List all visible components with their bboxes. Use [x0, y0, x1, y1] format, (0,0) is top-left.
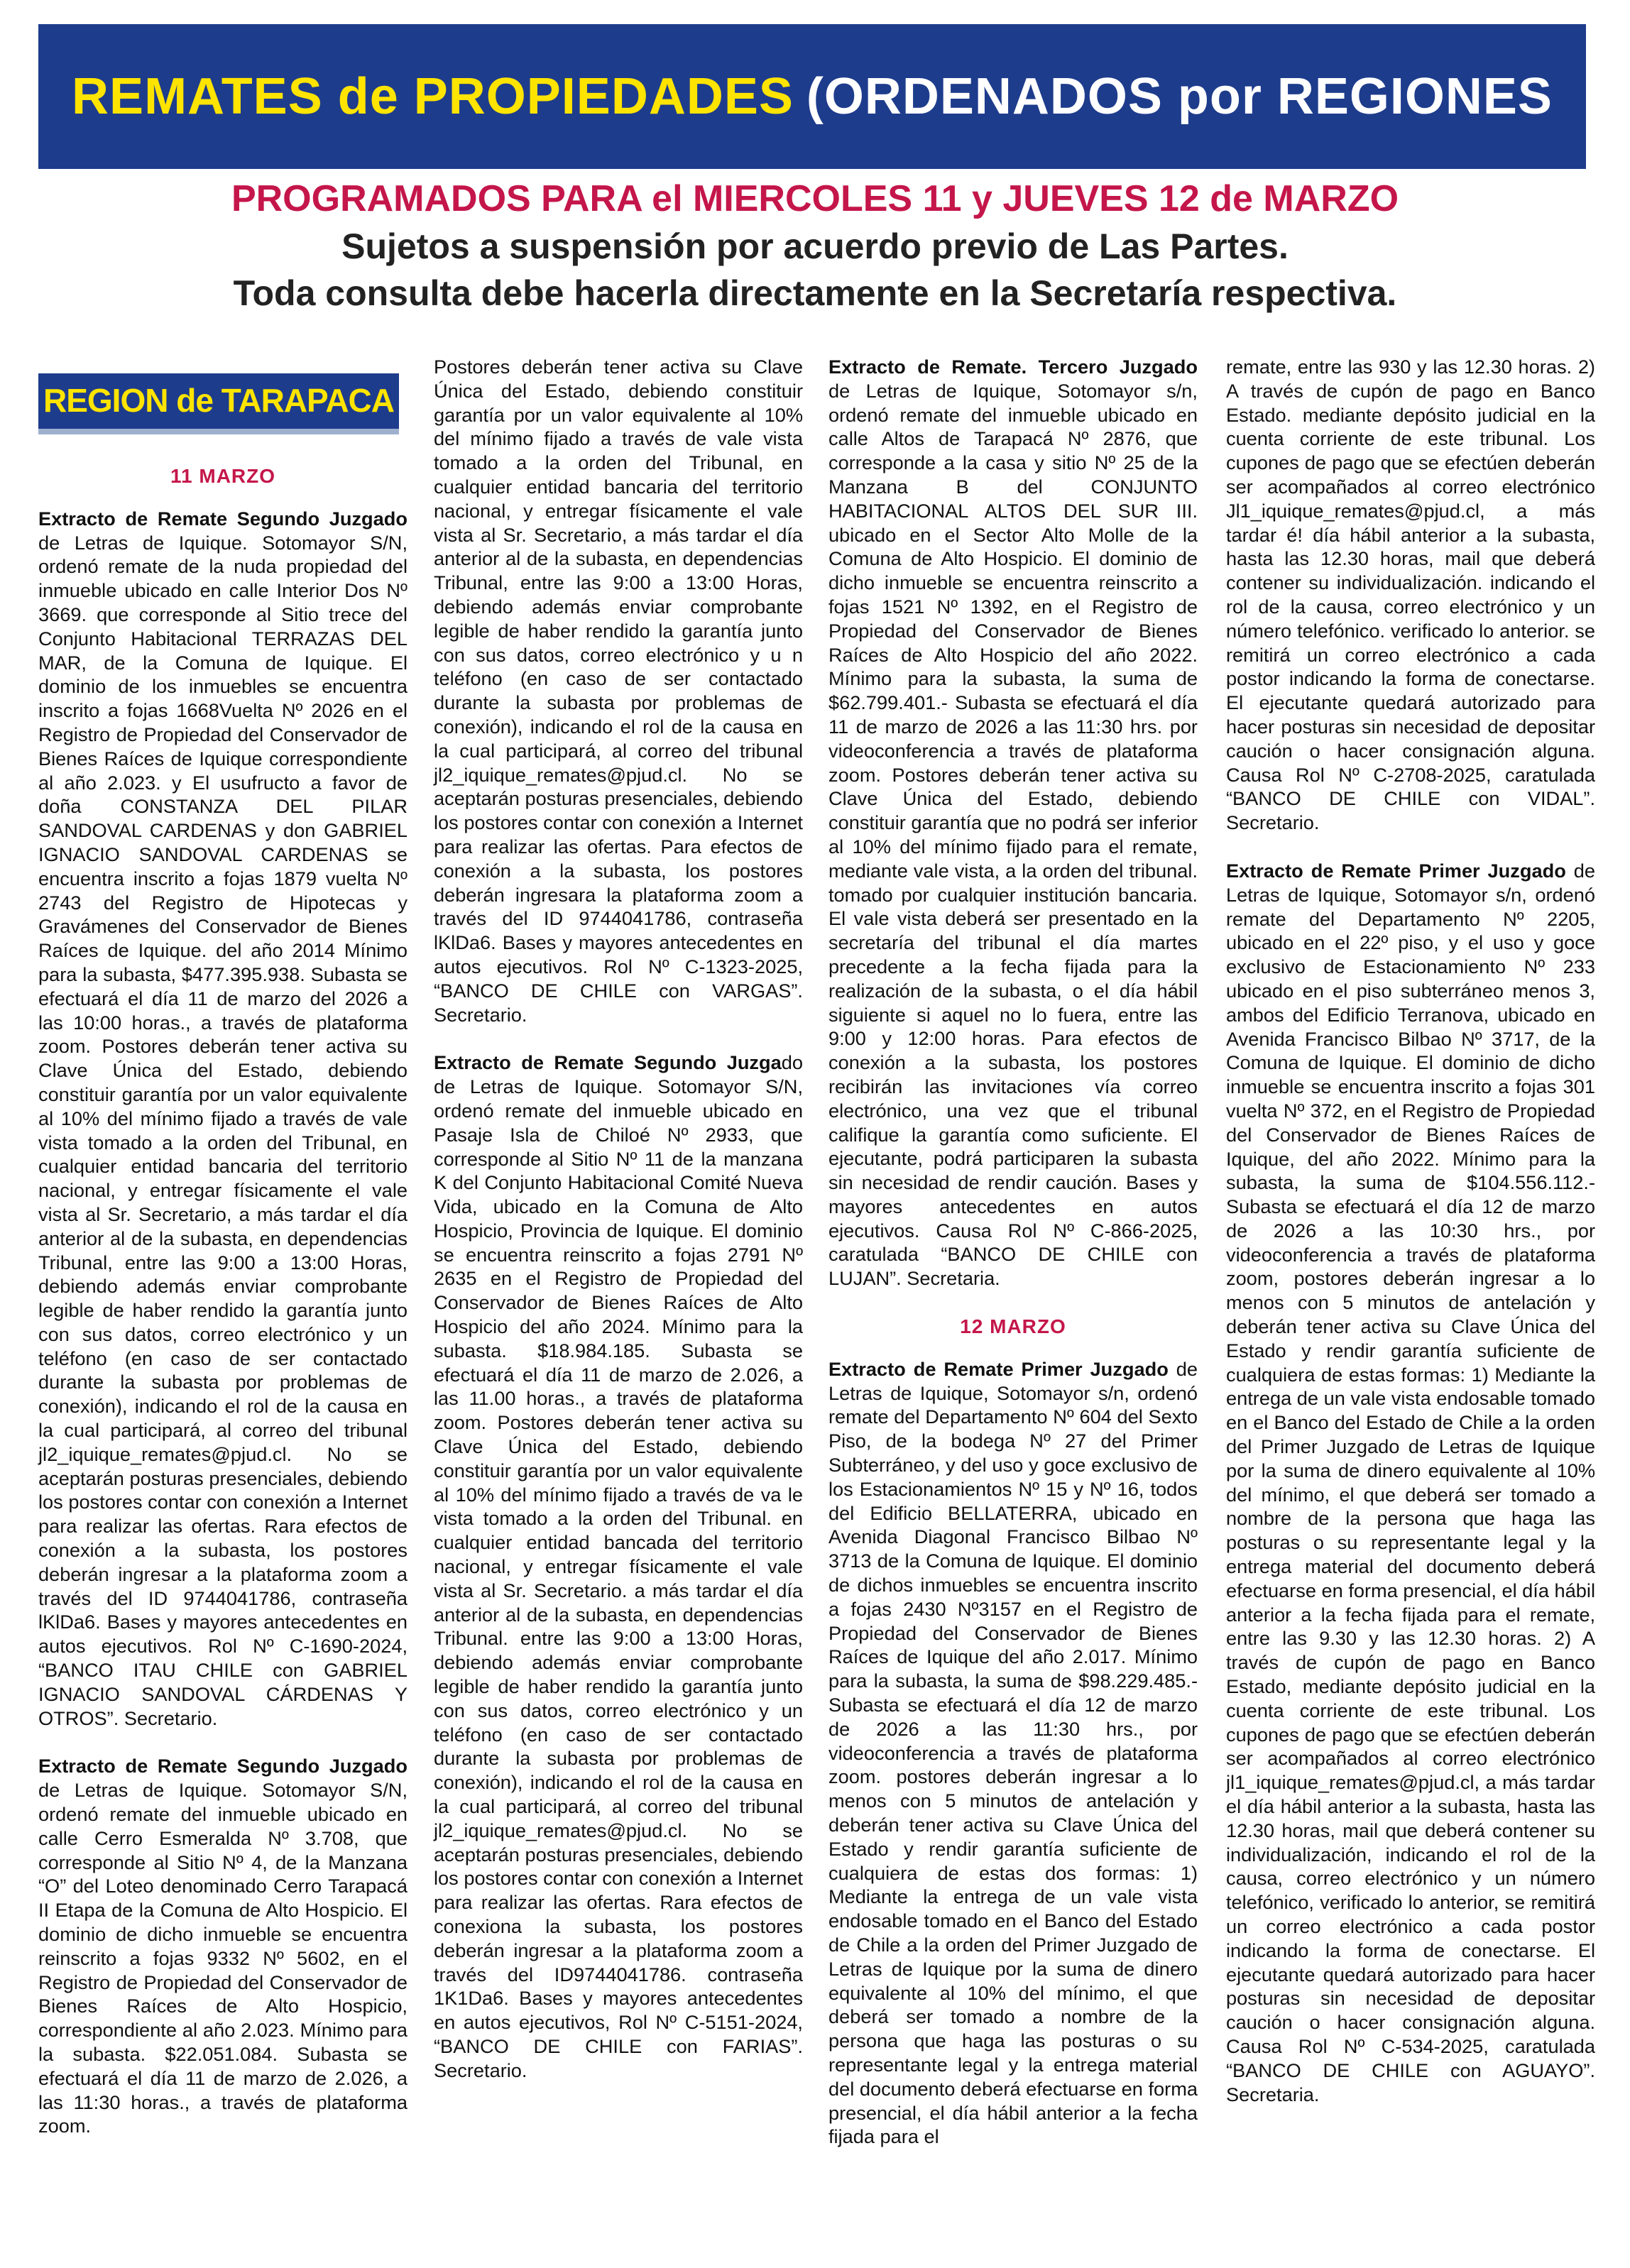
notice-lead: Extracto de Remate. Tercero Juzgado	[828, 356, 1198, 378]
title-main: REMATES de PROPIEDADES	[72, 68, 794, 125]
column-4	[1226, 355, 1595, 2243]
notice-continuation: Postores deberán tener activa su Clave Única del Estado, debiendo constituir garantía por un valor equivalente al 10% del mínimo fijado a través de vale vista tomado a la orden del Tribunal, en cualquier entidad bancaria del territorio nacional, y entregar físicamente el vale vista al Sr. Secretario, a más tardar el día anterior al de la subasta, en dependencias Tribunal, entre las 9:00 a 13:00 Horas, debiendo además enviar comprobante legible de haber rendido la garantía junto con sus datos, correo electrónico y u n teléfono (en caso de ser contactado durante la subasta por problemas de conexión), indicando el rol de la causa en la cual participará, al correo del tribunal jl2_iquique_remates@pjud.cl. No se aceptarán posturas presenciales, debiendo los postores contar con conexión a Internet para realizar las ofertas. Para efectos de conexión a la subasta, los postores deberán ingresara la plataforma zoom a través del ID 9744041786, contraseña lKlDa6. Bases y mayores antecedentes en autos ejecutivos. Rol Nº C-1323-2025, “BANCO DE CHILE con VARGAS”. Secretario.	[434, 356, 803, 1026]
notice-body: de Letras de Iquique. Sotomayor S/N, ordenó remate del inmueble ubicado en calle Cerro Esmeralda Nº 3.708, que corresponde al Sitio Nº 4, de la Manzana “O” del Loteo denominado Cerro Tarapacá II Etapa de la Comuna de Alto Hospicio. El dominio de dicho inmueble se encuentra reinscrito a fojas 9332 Nº 5602, en el Registro de Propiedad del Conservador de Bienes Raíces de Alto Hospicio, correspondiente al año 2.023. Mínimo para la subasta. $22.051.084. Subasta se efectuará el día 11 de marzo de 2.026, a las 11:30 horas., a través de plataforma zoom.	[38, 1779, 408, 2137]
notice-item	[1226, 859, 1595, 2106]
column-3	[828, 355, 1198, 2243]
notice-item	[828, 355, 1198, 1291]
region-heading: REGION de TARAPACA	[38, 373, 399, 434]
notice-body: de Letras de Iquique, Sotomayor s/n, ordenó remate del Departamento Nº 2205, ubicado en el 22º piso, y el uso y goce exclusivo de Estacionamiento Nº 233 ubicado en el piso subterráneo menos 3, ambos del Edificio Terranova, ubicado en Avenida Francisco Bilbao Nº 3717, de la Comuna de Iquique. El dominio de dicho inmueble se encuentra inscrito a fojas 301 vuelta Nº 372, en el Registro de Propiedad del Conservador de Bienes Raíces de Iquique, del año 2022. Mínimo para la subasta, la suma de $104.556.112.- Subasta se efectuará el día 12 de marzo de 2026 a las 10:30 hrs., por videoconferencia a través de plataforma zoom, postores deberán ingresar a lo menos con 5 minutos de antelación y deberán tener activa su Clave Única del Estado y rendir garantía suficiente de cualquiera de estas formas: 1) Mediante la entrega de un vale vista endosable tomado en el Banco del Estado de Chile a la orden del Primer Juzgado de Letras de Iquique por la suma de dinero equivalente al 10% del mínimo, el que deberá ser tomado a nombre de la persona que haga las posturas o su representante legal y la entrega material del documento deberá efectuarse en forma presencial, el día hábil anterior a la fecha fijada para el remate, entre las 9.30 y las 12.30 horas. 2) A través de cupón de pago en Banco Estado, mediante depósito judicial en la cuenta corriente de este tribunal. Los cupones de pago que se efectúen deberán ser acompañados al correo electrónico jl1_iquique_remates@pjud.cl, a más tardar el día hábil anterior a la subasta, hasta las 12.30 horas, mail que deberá contener su individualización, indicando el rol de la causa, correo electrónico y un número telefónico, verificado lo anterior, se remitirá un correo electrónico a cada postor indicando la forma de conectarse. El ejecutante quedará autorizado para hacer posturas sin necesidad de depositar caución o hacer consignación alguna. Causa Rol Nº C-534-2025, caratulada “BANCO DE CHILE con AGUAYO”. Secretaria.	[1226, 859, 1595, 2105]
notice-lead: Extracto de Remate Segundo Juzgado	[38, 507, 408, 530]
column-1	[38, 361, 408, 2249]
notice-body: de Letras de Iquique, Sotomayor s/n, ordenó remate del inmueble ubicado en calle Altos de Tarapacá Nº 2876, que corresponde a la casa y sitio Nº 25 de la Manzana B del CONJUNTO HABITACIONAL ALTOS DEL SUR III. ubicado en el Sector Alto Molle de la Comuna de Alto Hospicio. El dominio de dicho inmueble se encuentra reinscrito a fojas 1521 Nº 1392, en el Registro de Propiedad del Conservador de Bienes Raíces de Alto Hospicio del año 2022. Mínimo para la subasta, la suma de $62.799.401.- Subasta se efectuará el día 11 de marzo de 2026 a las 11:30 hrs. por videoconferencia a través de plataforma zoom. Postores deberán tener activa su Clave Única del Estado, debiendo constituir garantía que no podrá ser inferior al 10% del mínimo fijado para el remate, mediante vale vista, a la orden del tribunal. tomado por cualquier institución bancaria. El vale vista deberá ser presentado en la secretaría del tribunal el día martes precedente a la fecha fijada para la realización de la subasta, o el día hábil siguiente si aquel no lo fuera, entre las 9:00 y 12:00 horas. Para efectos de conexión a la subasta, los postores recibirán las invitaciones vía correo electrónico, una vez que el tribunal califique la garantía como suficiente. El ejecutante, podrá participaren la subasta sin necesidad de rendir caución. Bases y mayores antecedentes en autos ejecutivos. Causa Rol Nº C-866-2025, caratulada “BANCO DE CHILE con LUJAN”. Secretaria.	[828, 379, 1198, 1290]
notice-item	[434, 1051, 803, 2082]
schedule-line: PROGRAMADOS PARA el MIERCOLES 11 y JUEVES 12 de MARZO	[231, 178, 1399, 219]
notice-body: do de Letras de Iquique. Sotomayor S/N, ordenó remate del inmueble ubicado en Pasaje Isla de Chiloé Nº 2933, que corresponde al Sitio Nº 11 de la manzana K del Conjunto Habitacional Comité Nueva Vida, ubicado en la Comuna de Alto Hospicio, Provincia de Iquique. El dominio se encuentra reinscrito a fojas 2791 Nº 2635 en el Registro de Propiedad del Conservador de Bienes Raíces de Alto Hospicio del año 2024. Mínimo para la subasta. $18.984.185. Subasta se efectuará el día 11 de marzo de 2.026, a las 11.00 horas., a través de plataforma zoom. Postores deberán tener activa su Clave Única del Estado, debiendo constituir garantía por un valor equivalente al 10% del mínimo fijado a través de va le vista tomado a la orden del Tribunal. en cualquier entidad bancada del territorio nacional, y entregar físicamente el vale vista al Sr. Secretario. a más tardar el día anterior al de la subasta, en dependencias Tribunal. entre las 9:00 a 13:00 Horas, debiendo además enviar comprobante legible de haber rendido la garantía junto con sus datos, correo electrónico y un teléfono (en caso de ser contactado durante la subasta por problemas de conexión), indicando el rol de la causa en la cual participará, al correo del tribunal jl2_iquique_remates@pjud.cl. No se aceptarán posturas presenciales, debiendo los postores contar con conexión a Internet para realizar las ofertas. Rara efectos de conexiona la subasta, los postores deberán ingresar a la plataforma zoom a través del ID9744041786. contraseña 1K1Da6. Bases y mayores antecedentes en autos ejecutivos, Rol Nº C-5151-2024, “BANCO DE CHILE con FARIAS”. Secretario.	[434, 1051, 803, 2081]
notice-item	[38, 1754, 408, 2138]
date-heading-12: 12 MARZO	[960, 1315, 1066, 1338]
notice-lead: Extracto de Remate Primer Juzgado	[1226, 859, 1566, 882]
notice-lead: Extracto de Remate Segundo Juzgado	[38, 1755, 408, 1777]
notice-lead: Extracto de Remate Primer Juzgado	[828, 1357, 1169, 1380]
notice-body: de Letras de Iquique. Sotomayor S/N, ordenó remate de la nuda propiedad del inmueble ubicado en calle Interior Dos Nº 3669. que corresponde al Sitio trece del Conjunto Habitacional TERRAZAS DEL MAR, de la Comuna de Iquique. El dominio de los inmuebles se encuentra inscrito a fojas 1668Vuelta Nº 2026 en el Registro de Propiedad del Conservador de Bienes Raíces de Iquique correspondiente al año 2.023. y El usufructo a favor de doña CONSTANZA DEL PILAR SANDOVAL CARDENAS y don GABRIEL IGNACIO SANDOVAL CARDENAS se encuentra inscrito a fojas 1879 vuelta Nº 2743 del Registro de Hipotecas y Gravámenes del Conservador de Bienes Raíces de Iquique. del año 2014 Mínimo para la subasta, $477.395.938. Subasta se efectuará el día 11 de marzo del 2026 a las 10:00 horas., a través de plataforma zoom. Postores deberán tener activa su Clave Única del Estado, debiendo constituir garantía por un valor equivalente al 10% del mínimo fijado a través de vale vista tomado a la orden del Tribunal, en cualquier entidad bancaria del territorio nacional, y entregar físicamente el vale vista al Sr. Secretario, a más tardar el día anterior al de la subasta, en dependencias Tribunal, entre las 9:00 a 13:00 Horas, debiendo además enviar comprobante legible de haber rendido la garantía junto con sus datos, correo electrónico y un teléfono (en caso de ser contactado durante la subasta por problemas de conexión), indicando el rol de la causa en la cual participará, al correo del tribunal jl2_iquique_remates@pjud.cl. No se aceptarán posturas presenciales, debiendo los postores contar con conexión a Internet para realizar las ofertas. Rara efectos de conexión a la subasta, los postores deberán ingresar a la plataforma zoom a través del ID 9744041786, contraseña lKlDa6. Bases y mayores antecedentes en autos ejecutivos. Rol Nº C-1690-2024, “BANCO ITAU CHILE con GABRIEL IGNACIO SANDOVAL CÁRDENAS Y OTROS”. Secretario.	[38, 531, 408, 1729]
contact-line: Toda consulta debe hacerla directamente en la Secretaría respectiva.	[233, 273, 1397, 313]
title-subtitle: (ORDENADOS por REGIONES	[806, 68, 1553, 125]
header-banner	[38, 24, 1586, 169]
notice-lead: Extracto de Remate Segundo Juzga	[434, 1051, 782, 1074]
column-2	[434, 355, 803, 2243]
notice-item	[38, 507, 408, 1731]
notice-continuation: remate, entre las 930 y las 12.30 horas. 2) A través de cupón de pago en Banco Estado. mediante depósito judicial en la cuenta corriente de este tribunal. Los cupones de pago que se efectúen deberán ser acompañados al correo electrónico Jl1_iquique_remates@pjud.cl, a más tardar é! día hábil anterior a la subasta, hasta las 12.30 horas, mail que deberá contener su individualización. indicando el rol de la causa, correo electrónico y un número telefónico. verificado lo anterior. se remitirá un correo electrónico a cada postor indicando la forma de conectarse. El ejecutante quedará autorizado para hacer posturas sin necesidad de depositar caución o hacer consignación alguna. Causa Rol Nº C-2708-2025, caratulada “BANCO DE CHILE con VIDAL”. Secretario.	[1226, 356, 1595, 834]
date-heading-11: 11 MARZO	[170, 465, 276, 487]
disclaimer-line: Sujetos a suspensión por acuerdo previo de Las Partes.	[341, 226, 1289, 266]
notice-item	[828, 1357, 1198, 2149]
notice-body: de Letras de Iquique, Sotomayor s/n, ordenó remate del Departamento Nº 604 del Sexto Piso, de la bodega Nº 27 del Primer Subterráneo, y del uso y goce exclusivo de los Estacionamientos Nº 15 y Nº 16, todos del Edificio BELLATERRA, ubicado en Avenida Diagonal Francisco Bilbao Nº 3713 de la Comuna de Iquique. El dominio de dichos inmuebles se encuentra inscrito a fojas 2430 Nº3157 en el Registro de Propiedad del Conservador de Bienes Raíces de Iquique del año 2.017. Mínimo para la subasta, la suma de $98.229.485.-Subasta se efectuará el día 12 de marzo de 2026 a las 11:30 hrs., por videoconferencia a través de plataforma zoom. postores deberán ingresar a lo menos con 5 minutos de antelación y deberán tener activa su Clave Única del Estado y rendir garantía suficiente de cualquiera de estas dos formas: 1) Mediante la entrega de un vale vista endosable tomado en el Banco del Estado de Chile a la orden del Primer Juzgado de Letras de Iquique por la suma de dinero equivalente al 10% del mínimo, el que deberá ser tomado a nombre de la persona que haga las posturas o su representante legal y la entrega material del documento deberá efectuarse en forma presencial, el día hábil anterior a la fecha fijada para el	[828, 1357, 1198, 2148]
page-title	[38, 24, 1586, 169]
